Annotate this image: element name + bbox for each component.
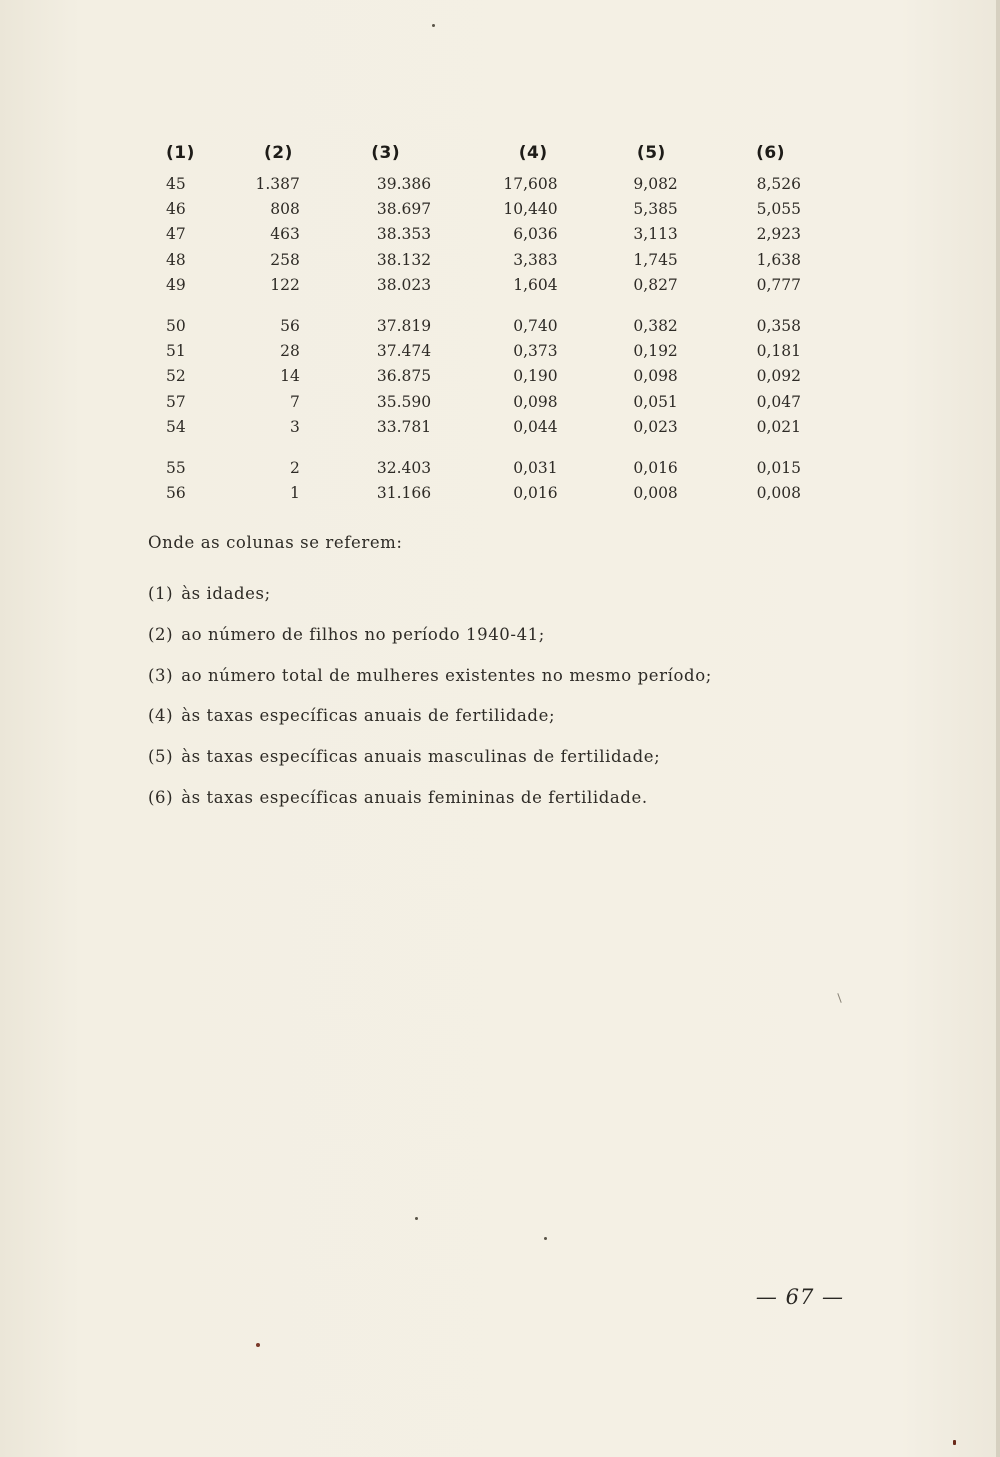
table-header-row — [130, 135, 810, 171]
table-row — [130, 440, 810, 480]
cell-women: 33.781 — [376, 418, 432, 437]
cell-rate: 0,373 — [513, 342, 558, 361]
cell-women: 36.875 — [376, 367, 432, 386]
note-text: às taxas específicas anuais de fertilidade; — [181, 706, 556, 726]
cell-rate: 3,383 — [513, 250, 558, 269]
cell-age: 57 — [166, 392, 186, 411]
table-row — [130, 389, 810, 414]
cell-women: 32.403 — [376, 458, 432, 477]
cell-rate: 17,608 — [503, 174, 558, 193]
cell-children: 1 — [290, 483, 300, 502]
cell-female-rate: 8,526 — [756, 174, 801, 193]
paper-speck — [415, 1217, 418, 1220]
cell-children: 14 — [280, 367, 300, 386]
fertility-table — [130, 135, 810, 506]
cell-age: 48 — [166, 250, 186, 269]
cell-women: 35.590 — [376, 392, 432, 411]
cell-children: 7 — [290, 392, 300, 411]
cell-male-rate: 3,113 — [633, 225, 678, 244]
note-item — [148, 705, 848, 727]
table-row — [130, 196, 810, 221]
note-number: (3) — [148, 665, 174, 685]
note-number: (5) — [148, 747, 174, 767]
table-row — [130, 480, 810, 505]
column-notes — [148, 532, 848, 828]
column-header-1: (1) — [166, 143, 195, 163]
cell-rate: 0,190 — [513, 367, 558, 386]
note-text: ao número total de mulheres existentes no mesmo período; — [181, 665, 712, 685]
cell-women: 38.697 — [376, 200, 432, 219]
note-text: ao número de filhos no período 1940-41; — [181, 624, 545, 644]
cell-female-rate: 0,181 — [756, 342, 801, 361]
cell-rate: 10,440 — [503, 200, 558, 219]
table-row — [130, 338, 810, 363]
note-item — [148, 624, 848, 646]
cell-male-rate: 1,745 — [633, 250, 678, 269]
cell-age: 54 — [166, 418, 186, 437]
cell-male-rate: 5,385 — [633, 200, 678, 219]
cell-children: 463 — [270, 225, 300, 244]
table-row — [130, 247, 810, 272]
column-header-2: (2) — [264, 143, 293, 163]
cell-male-rate: 0,098 — [633, 367, 678, 386]
cell-age: 47 — [166, 225, 186, 244]
cell-age: 52 — [166, 367, 186, 386]
note-item — [148, 787, 848, 809]
cell-women: 39.386 — [376, 174, 432, 193]
paper-speck — [837, 993, 841, 1003]
cell-children: 122 — [270, 276, 300, 295]
cell-male-rate: 0,051 — [633, 392, 678, 411]
note-number: (1) — [148, 584, 174, 603]
cell-women: 38.023 — [376, 276, 432, 295]
note-text: às idades; — [181, 584, 271, 603]
cell-male-rate: 0,008 — [633, 483, 678, 502]
table-row — [130, 273, 810, 298]
cell-children: 808 — [270, 200, 300, 219]
note-item — [148, 583, 848, 605]
cell-male-rate: 0,023 — [633, 418, 678, 437]
cell-male-rate: 0,382 — [633, 316, 678, 335]
cell-rate: 1,604 — [513, 276, 558, 295]
cell-children: 1.387 — [255, 174, 300, 193]
cell-male-rate: 0,192 — [633, 342, 678, 361]
cell-rate: 0,016 — [513, 483, 558, 502]
table-row — [130, 222, 810, 247]
cell-rate: 0,740 — [513, 316, 558, 335]
cell-age: 45 — [166, 174, 186, 193]
note-text: às taxas específicas anuais masculinas de fertilidade; — [181, 747, 661, 767]
table-row — [130, 171, 810, 196]
cell-women: 31.166 — [376, 483, 432, 502]
table-row — [130, 298, 810, 338]
cell-female-rate: 5,055 — [756, 200, 801, 219]
note-number: (4) — [148, 706, 174, 726]
cell-rate: 6,036 — [513, 225, 558, 244]
note-number: (2) — [148, 624, 174, 644]
cell-male-rate: 0,016 — [633, 458, 678, 477]
cell-rate: 0,098 — [513, 392, 558, 411]
page-number: — 67 — — [755, 1285, 844, 1309]
paper-speck — [256, 1343, 260, 1347]
cell-age: 46 — [166, 200, 186, 219]
cell-women: 38.353 — [376, 225, 432, 244]
cell-rate: 0,031 — [513, 458, 558, 477]
column-header-5: (5) — [636, 143, 666, 163]
cell-female-rate: 0,015 — [756, 458, 801, 477]
cell-age: 50 — [166, 316, 186, 335]
cell-female-rate: 0,021 — [756, 418, 801, 437]
cell-male-rate: 9,082 — [633, 174, 678, 193]
cell-women: 37.819 — [376, 316, 432, 335]
cell-women: 37.474 — [376, 342, 432, 361]
cell-children: 258 — [270, 250, 300, 269]
paper-speck — [544, 1237, 547, 1240]
note-item — [148, 746, 848, 768]
column-header-6: (6) — [756, 143, 785, 163]
paper-speck — [953, 1440, 956, 1445]
cell-female-rate: 0,047 — [756, 392, 801, 411]
note-text: às taxas específicas anuais femininas de fertilidade. — [181, 787, 648, 807]
cell-rate: 0,044 — [513, 418, 558, 437]
cell-age: 56 — [166, 483, 186, 502]
cell-age: 51 — [166, 342, 186, 361]
column-header-4: (4) — [518, 143, 548, 163]
cell-male-rate: 0,827 — [633, 276, 678, 295]
cell-female-rate: 2,923 — [756, 225, 801, 244]
column-header-3: (3) — [371, 143, 401, 163]
cell-children: 56 — [280, 316, 300, 335]
cell-children: 3 — [290, 418, 300, 437]
cell-female-rate: 0,777 — [756, 276, 801, 295]
table-row — [130, 415, 810, 440]
cell-age: 55 — [166, 458, 186, 477]
cell-children: 2 — [290, 458, 300, 477]
table-row — [130, 364, 810, 389]
paper-speck — [432, 24, 435, 27]
cell-women: 38.132 — [376, 250, 432, 269]
note-number: (6) — [148, 787, 174, 807]
cell-female-rate: 0,008 — [756, 483, 801, 502]
cell-age: 49 — [166, 276, 186, 295]
cell-female-rate: 1,638 — [756, 250, 801, 269]
notes-intro: Onde as colunas se referem: — [148, 533, 403, 552]
cell-children: 28 — [280, 342, 300, 361]
cell-female-rate: 0,358 — [756, 316, 801, 335]
cell-female-rate: 0,092 — [756, 367, 801, 386]
note-item — [148, 665, 848, 687]
